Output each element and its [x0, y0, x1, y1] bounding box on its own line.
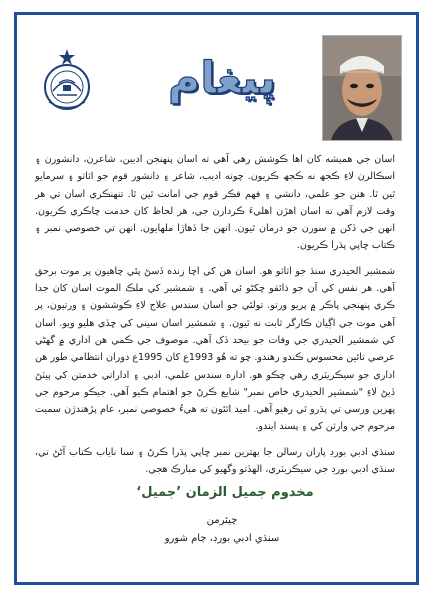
page-title: پيغام: [167, 53, 277, 104]
body-paragraph: اسان جي هميشه کان اها ڪوشش رهي آهي ته اسان پنهنجن اديبن، شاعرن، دانشورن ۽ اسڪالرن لاءِ ڪجھ نه ڪجھ ڪريون. چوته اديب، شاعر ۽ دانشور قوم جو اثاثو ۽ سرمايو ٿين ٿا. هنن جو علمي، دانشي ۽ فهم فڪر قوم جي امانت ٿين ٿا. تنهنڪري اسان تي هر وقت لازم آهي ته اسان اهڙن اهليءَ ڪردارن جي، هر لحاظ کان خدمت چاڪري ڪريون. انهن جي ڏکن ۾ سورن جو درمان ٿيون. انهن جا ڏهاڙا ملهايون. انهن تي خصوصي نمبر ۽ ڪتاب ڇاپي پڌرا ڪريون.: [35, 154, 395, 252]
emblem-icon: [39, 47, 95, 113]
page-frame: [14, 12, 419, 585]
body-paragraph: سنڌي ادبي بورڊ پاران رسالن جا بهترين نمبر ڇاپي پڌرا ڪرڻ ۽ سنا ناياب ڪتاب آڻڻ تي، سنڌي ادبي بورڊ جي سيڪريٽري، الهڏتو وگهيو کي مبارڪ هجي.: [35, 446, 395, 476]
body-paragraph: شمشير الحيدري سنڌ جو اثاثو هو. اسان هن کي اچا زنده ڏسڻ پئي چاهيون پر موت برحق آهي. هر نفس کي آن جو ذائقو چکڻو ئي آهي. ۽ شمشير کي ملڪ الموت اسان کان جدا ڪري پنهنجي پاڪر ۾ پريو ورتو. تولئي جو اسان سندس علاج لاءِ ڪوششون ۽ ورتيون، پر آهي موت جي اڳيان ڪارگر ثابت نه ٿيون. ۽ شمشير اسان سيني کي ڇڏي هليو ويو. اسان کي شمشير الحيدري جي وفات جو بيحد ڏک آهي. موصوف جي ڪمي هن اداري ۾ گهڻي عرصي تائين محسوس ڪندو رهندو. چو ته هُو 1993ع کان 1995ع دوران انتظامي طور هن اداري جو سيڪريٽري رهي چڪو هو. اداره سندس علمي، ادبي ۽ اداراتي خدمتن کي پيٽڻ ڏيڻ لاءِ "شمشير الحيدري خاص نمبر" شايع ڪرڻ جو اهتمام ڪيو آهي. جيڪو مرحوم جي پهرين ورسي تي پڌرو ٿي رهيو آهي. اميد اٿئون ته هيءُ خصوصي نمبر، عام پڙهندڙن سميت مرحوم جي وارثن کي ۽ پسند ايندو.: [35, 265, 395, 433]
signature-title: چيئرمن: [206, 515, 238, 526]
message-body: [35, 151, 395, 486]
portrait-photo: [322, 35, 402, 141]
signature-organization: سنڌي ادبي بورڊ، ڄام شورو: [164, 533, 280, 544]
signature-name: مخدوم جميل الزمان ’جميل‘: [136, 485, 314, 500]
